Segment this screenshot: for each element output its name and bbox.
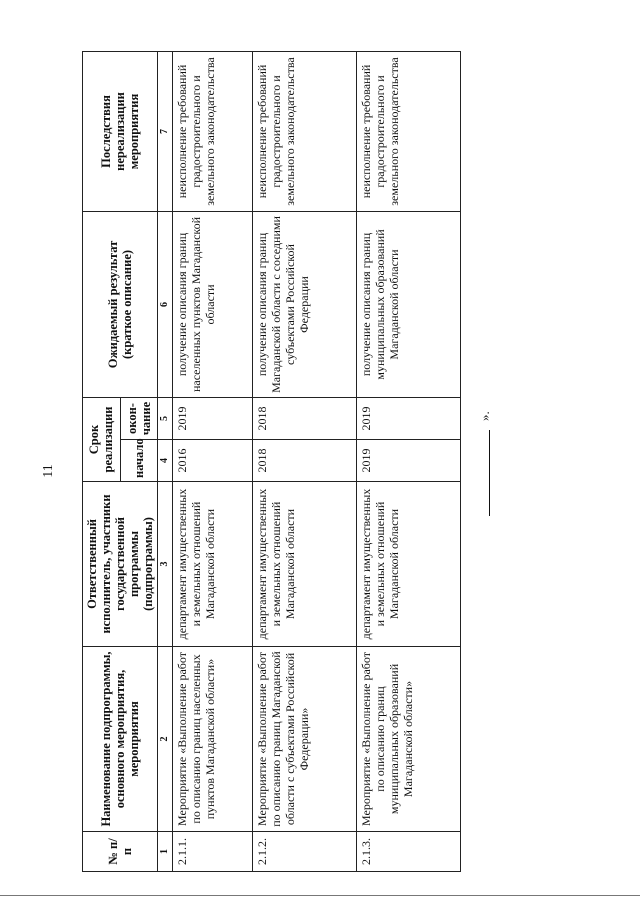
column-number: 4 <box>158 440 173 482</box>
row-executor: департамент имущественных и земельных отношений Магаданской области <box>357 482 461 647</box>
closing-underline <box>489 430 490 516</box>
row-executor: департамент имущественных и земельных отношений Магаданской области <box>253 482 357 647</box>
header-row-1 <box>83 51 121 871</box>
column-number: 6 <box>158 211 173 397</box>
header-name: Наименование подпрограммы, основного мероприятия, мероприятия <box>83 647 158 832</box>
table-row <box>173 51 253 871</box>
header-executor: Ответственный исполнитель, участники государственной программы (подпрограммы) <box>83 482 158 647</box>
row-name: Мероприятие «Выполнение работ по описанию границ муниципальных образований Магаданской области» <box>357 647 461 832</box>
header-num: № п/п <box>83 832 158 872</box>
row-end: 2019 <box>173 397 253 439</box>
column-number: 7 <box>158 51 173 211</box>
row-end: 2019 <box>357 397 461 439</box>
column-number: 3 <box>158 482 173 647</box>
table-row <box>253 51 357 871</box>
measures-table-wrapper <box>82 52 452 872</box>
header-consequence: Последствия нереализации мероприятия <box>83 51 158 211</box>
measures-table <box>82 51 461 872</box>
row-start: 2019 <box>357 440 461 482</box>
header-end: окон-чание <box>120 397 158 439</box>
row-consequence: неисполнение требований градостроительного и земельного законодательства <box>357 51 461 211</box>
row-result: получение описания границ муниципальных образований Магаданской области <box>357 211 461 397</box>
row-num: 2.1.2. <box>253 832 357 872</box>
column-number: 2 <box>158 647 173 832</box>
row-num: 2.1.3. <box>357 832 461 872</box>
header-result: Ожидаемый результат (краткое описание) <box>83 211 158 397</box>
row-consequence: неисполнение требований градостроительного и земельного законодательства <box>173 51 253 211</box>
closing-quote-mark: ». <box>477 411 492 421</box>
column-number-row <box>158 51 173 871</box>
header-term: Срок реализации <box>83 397 121 481</box>
row-result: получение описания границ населенных пунктов Магаданской области <box>173 211 253 397</box>
table-row <box>357 51 461 871</box>
row-num: 2.1.1. <box>173 832 253 872</box>
row-name: Мероприятие «Выполнение работ по описанию границ населенных пунктов Магаданской области» <box>173 647 253 832</box>
column-number: 5 <box>158 397 173 439</box>
row-start: 2016 <box>173 440 253 482</box>
rotated-table-frame <box>82 52 452 872</box>
row-result: получение описания границ Магаданской области с соседними субъектами Российской Федерации <box>253 211 357 397</box>
page-number: 11 <box>41 464 56 478</box>
row-name: Мероприятие «Выполнение работ по описанию границ Магаданской области с субъектами Российской Федерации» <box>253 647 357 832</box>
row-consequence: неисполнение требований градостроительного и земельного законодательства <box>253 51 357 211</box>
row-executor: департамент имущественных и земельных отношений Магаданской области <box>173 482 253 647</box>
row-end: 2018 <box>253 397 357 439</box>
row-start: 2018 <box>253 440 357 482</box>
header-start: начало <box>120 440 158 482</box>
page-bottom-edge <box>0 895 640 896</box>
column-number: 1 <box>158 832 173 872</box>
